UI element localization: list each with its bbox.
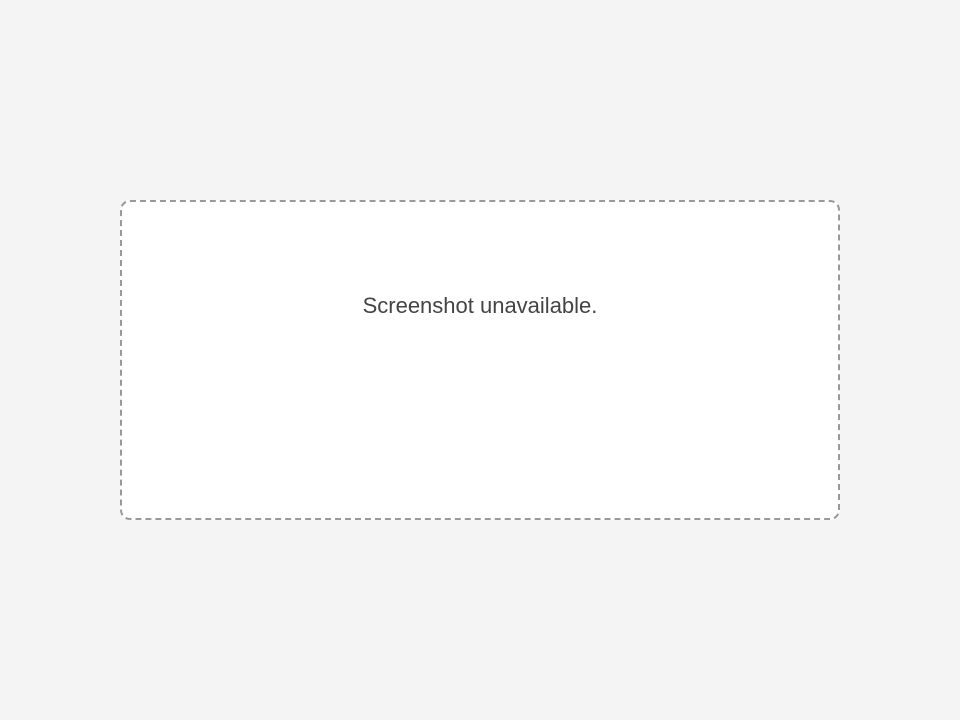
placeholder-box bbox=[120, 200, 840, 520]
missing-image-message: Screenshot unavailable. bbox=[362, 293, 598, 318]
